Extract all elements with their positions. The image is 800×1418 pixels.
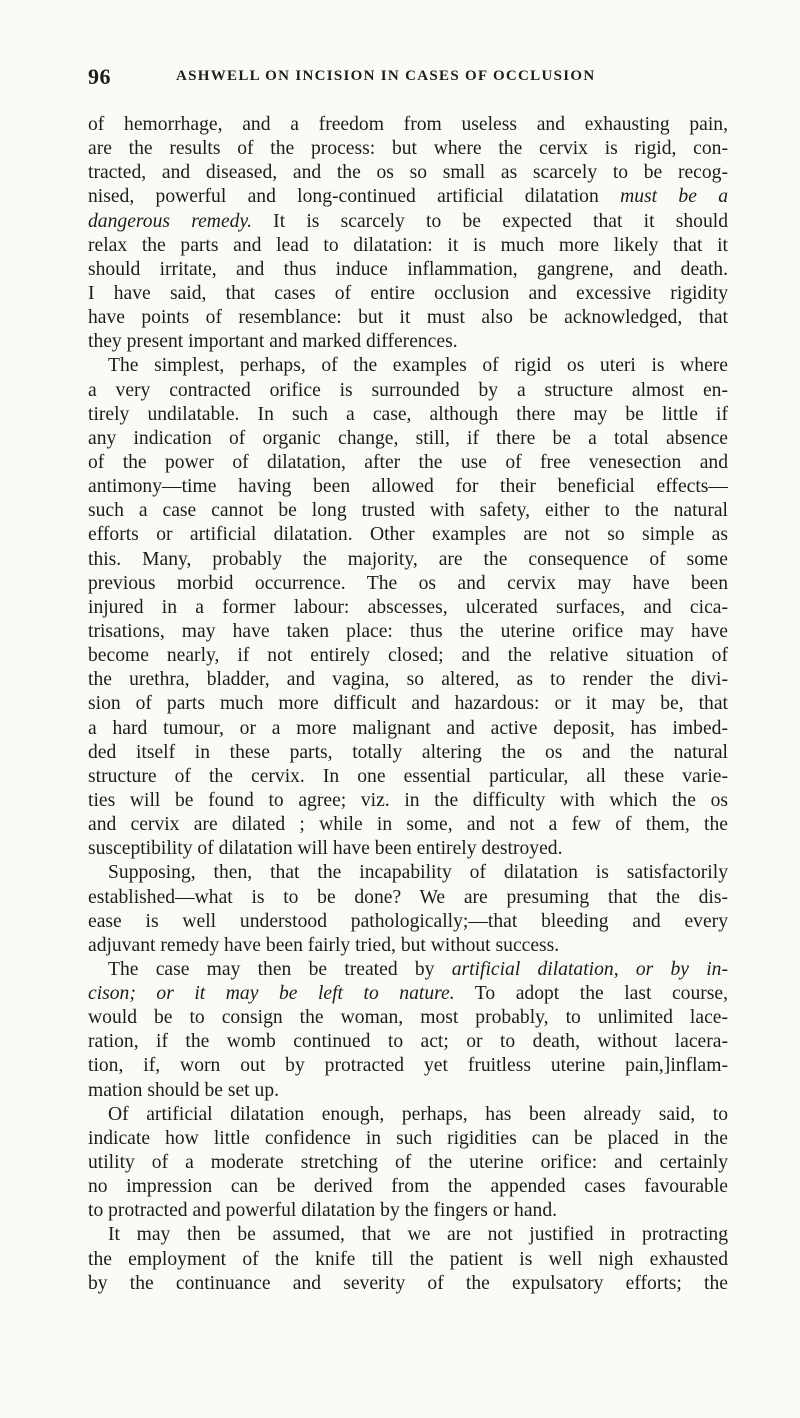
line-text: Of artificial dilatation enough, perhaps, has been already said, to: [108, 1103, 728, 1125]
text-line: [88, 210, 728, 234]
line-text: a hard tumour, or a more malignant and active deposit, has imbed-: [88, 717, 728, 739]
text-line: [88, 886, 728, 910]
line-text: susceptibility of dilatation will have been entirely destroyed.: [88, 838, 563, 860]
line-text: previous morbid occurrence. The os and cervix may have been: [88, 572, 728, 594]
line-text: such a case cannot be long trusted with safety, either to the natural: [88, 500, 728, 522]
line-text: ties will be found to agree; viz. in the difficulty with which the os: [88, 789, 728, 811]
line-text: structure of the cervix. In one essential particular, all these varie-: [88, 765, 728, 787]
line-text: a very contracted orifice is surrounded by a structure almost en-: [88, 379, 728, 401]
italic-text: cison; or it may be left to nature.: [88, 983, 455, 1005]
line-text: It is scarcely to be expected that it should: [251, 210, 728, 232]
line-text: The simplest, perhaps, of the examples of rigid os uteri is where: [108, 355, 728, 377]
text-line: [88, 813, 728, 837]
text-line: [88, 1079, 728, 1103]
text-line: [88, 1223, 728, 1247]
text-line: [88, 910, 728, 934]
line-text: established—what is to be done? We are presuming that the dis-: [88, 886, 728, 908]
line-text: To adopt the last course,: [454, 983, 728, 1005]
text-line: [88, 548, 728, 572]
text-line: [88, 1175, 728, 1199]
text-line: [88, 982, 728, 1006]
line-text: have points of resemblance: but it must also be acknowledged, that: [88, 307, 728, 329]
text-line: [88, 1199, 728, 1223]
text-line: [88, 185, 728, 209]
text-line: [88, 620, 728, 644]
text-line: [88, 113, 728, 137]
line-text: utility of a moderate stretching of the uterine orifice: and certainly: [88, 1152, 728, 1174]
line-text: relax the parts and lead to dilatation: it is much more likely that it: [88, 234, 728, 256]
line-text: trisations, may have taken place: thus the uterine orifice may have: [88, 620, 728, 642]
line-text: should irritate, and thus induce inflammation, gangrene, and death.: [88, 258, 728, 280]
page-header: [88, 64, 728, 94]
text-line: [88, 1006, 728, 1030]
text-line: [88, 330, 728, 354]
line-text: of hemorrhage, and a freedom from useless and exhausting pain,: [88, 114, 728, 135]
text-line: [88, 451, 728, 475]
text-line: [88, 765, 728, 789]
text-line: [88, 572, 728, 596]
line-text: any indication of organic change, still, if there be a total absence: [88, 427, 728, 449]
text-line: [88, 644, 728, 668]
line-text: to protracted and powerful dilatation by the fingers or hand.: [88, 1200, 558, 1222]
italic-text: dangerous remedy.: [88, 210, 252, 232]
text-line: [88, 1054, 728, 1078]
line-text: adjuvant remedy have been fairly tried, but without success.: [88, 934, 560, 956]
text-line: [88, 934, 728, 958]
line-text: this. Many, probably the majority, are the consequence of some: [88, 548, 728, 570]
italic-text: artificial dilatation, or by in-: [451, 958, 728, 980]
line-text: become nearly, if not entirely closed; and the relative situation of: [88, 645, 728, 667]
text-line: [88, 234, 728, 258]
line-text: and cervix are dilated ; while in some, and not a few of them, the: [88, 814, 728, 836]
line-text: indicate how little confidence in such rigidities can be placed in the: [88, 1127, 728, 1149]
line-text: ease is well understood pathologically;—that bleeding and every: [88, 910, 728, 932]
running-head: ASHWELL ON INCISION IN CASES OF OCCLUSION: [176, 68, 596, 84]
line-text: efforts or artificial dilatation. Other examples are not so simple as: [88, 524, 728, 546]
text-line: [88, 717, 728, 741]
text-line: [88, 1103, 728, 1127]
text-line: [88, 282, 728, 306]
text-line: [88, 596, 728, 620]
text-line: [88, 137, 728, 161]
text-line: [88, 258, 728, 282]
line-text: of the power of dilatation, after the use of free venesection and: [88, 451, 728, 473]
text-line: [88, 306, 728, 330]
text-line: [88, 692, 728, 716]
line-text: injured in a former labour: abscesses, ulcerated surfaces, and cica-: [88, 596, 728, 618]
line-text: no impression can be derived from the appended cases favourable: [88, 1176, 728, 1198]
text-line: [88, 668, 728, 692]
line-text: the urethra, bladder, and vagina, so altered, as to render the divi-: [88, 669, 728, 691]
line-text: tracted, and diseased, and the os so small as scarcely to be recog-: [88, 162, 728, 184]
line-text: ded itself in these parts, totally altering the os and the natural: [88, 741, 728, 763]
text-line: [88, 789, 728, 813]
line-text: antimony—time having been allowed for their beneficial effects—: [88, 476, 728, 498]
line-text: are the results of the process: but where the cervix is rigid, con-: [88, 138, 728, 160]
line-text: tirely undilatable. In such a case, although there may be little if: [88, 403, 728, 425]
line-text: tion, if, worn out by protracted yet fruitless uterine pain,]inflam-: [88, 1055, 728, 1077]
text-line: [88, 958, 728, 982]
text-line: [88, 1151, 728, 1175]
line-text: It may then be assumed, that we are not justified in protracting: [108, 1224, 728, 1246]
text-line: [88, 475, 728, 499]
text-line: [88, 499, 728, 523]
text-line: [88, 741, 728, 765]
body-text: [88, 113, 728, 1296]
text-line: [88, 403, 728, 427]
text-line: [88, 1272, 728, 1296]
italic-text: must be a: [620, 186, 729, 208]
line-text: the employment of the knife till the patient is well nigh exhausted: [88, 1248, 728, 1270]
text-line: [88, 354, 728, 378]
line-text: would be to consign the woman, most probably, to unlimited lace-: [88, 1007, 728, 1029]
text-line: [88, 1127, 728, 1151]
page-number: 96: [88, 64, 111, 89]
line-text: mation should be set up.: [88, 1079, 280, 1101]
text-line: [88, 379, 728, 403]
text-line: [88, 1248, 728, 1272]
line-text: they present important and marked differences.: [88, 331, 458, 353]
line-text: I have said, that cases of entire occlusion and excessive rigidity: [88, 282, 728, 304]
text-line: [88, 837, 728, 861]
line-text: nised, powerful and long-continued artificial dilatation: [88, 186, 621, 208]
line-text: ration, if the womb continued to act; or to death, without lacera-: [88, 1031, 728, 1053]
line-text: by the continuance and severity of the expulsatory efforts; the: [88, 1272, 728, 1294]
line-text: sion of parts much more difficult and hazardous: or it may be, that: [88, 693, 728, 715]
text-line: [88, 161, 728, 185]
text-line: [88, 523, 728, 547]
line-text: The case may then be treated by: [108, 958, 452, 980]
text-line: [88, 1030, 728, 1054]
text-line: [88, 861, 728, 885]
text-line: [88, 427, 728, 451]
line-text: Supposing, then, that the incapability of dilatation is satisfactorily: [108, 862, 728, 884]
